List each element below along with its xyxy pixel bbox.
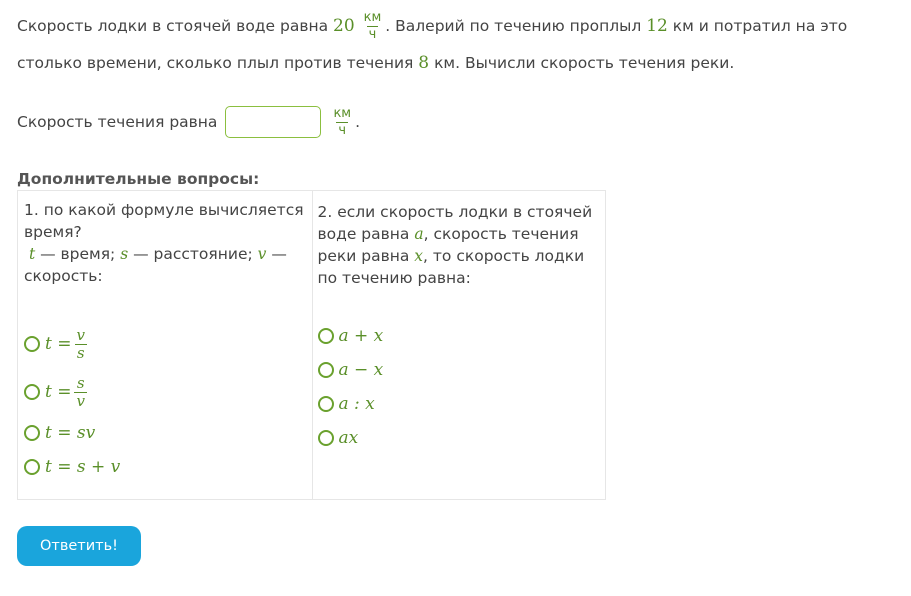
q1-option-1[interactable] (24, 324, 306, 364)
q1-option-2[interactable] (24, 372, 306, 412)
option-formula: a + x (338, 326, 384, 346)
boat-speed-value: 20 (333, 16, 355, 36)
option-formula: a : x (338, 394, 375, 414)
option-formula: ax (338, 428, 359, 448)
problem-text-1: Скорость лодки в стоячей воде равна (17, 17, 329, 35)
question-1-prompt: 1. по какой формуле вычисляется время? (24, 201, 304, 241)
q1-option-3[interactable] (24, 420, 306, 446)
formula-fraction (74, 327, 86, 362)
question-2-part-3: , то скорость лодки по течению равна: (317, 247, 585, 287)
question-1-text (24, 199, 306, 287)
option-formula: t = sv (45, 423, 96, 443)
question-2-part-2: , скорость течения реки равна (317, 225, 579, 265)
unit-numerator: км (363, 10, 382, 25)
radio-button[interactable] (24, 336, 40, 352)
problem-text-3: км и потратил на это столько времени, сколько плыл против течения (17, 17, 848, 72)
additional-questions-table (17, 190, 606, 500)
radio-button[interactable] (24, 384, 40, 400)
answer-line (17, 100, 360, 144)
unit-denominator: ч (368, 27, 377, 42)
option-formula: a − x (338, 360, 384, 380)
fraction-denominator: s (76, 343, 85, 362)
answer-unit-kmh (331, 106, 353, 139)
q2-option-2[interactable] (318, 357, 600, 383)
option-lhs: t = (45, 334, 72, 354)
var-t: t (28, 245, 36, 263)
additional-questions-title: Дополнительные вопросы: (17, 170, 260, 188)
answer-unit-numerator: км (333, 105, 352, 121)
radio-button[interactable] (318, 396, 334, 412)
unit-kmh (362, 10, 384, 43)
var-a: a (414, 225, 424, 243)
q2-option-4[interactable] (318, 425, 600, 451)
question-2 (313, 191, 606, 499)
problem-text-2: . Валерий по течению проплыл (385, 17, 642, 35)
q2-option-1[interactable] (318, 323, 600, 349)
distance-upstream-value: 8 (418, 53, 430, 73)
formula-fraction (74, 375, 86, 410)
answer-label: Скорость течения равна (17, 113, 218, 131)
var-x: x (414, 247, 424, 265)
option-formula: t = s + v (45, 457, 121, 477)
option-lhs: t = (45, 382, 72, 402)
radio-button[interactable] (24, 459, 40, 475)
question-2-text (318, 201, 600, 289)
fraction-numerator: v (76, 325, 85, 344)
legend-end: скорость: (24, 267, 103, 285)
var-t-desc: — время; (35, 245, 121, 263)
answer-unit-denominator: ч (338, 122, 347, 138)
fraction-numerator: s (76, 373, 85, 392)
radio-button[interactable] (318, 362, 334, 378)
radio-button[interactable] (318, 328, 334, 344)
problem-text-4: км. Вычисли скорость течения реки. (434, 54, 735, 72)
radio-button[interactable] (24, 425, 40, 441)
distance-downstream-value: 12 (646, 16, 668, 36)
var-s: s (120, 245, 129, 263)
var-v-desc: — (266, 245, 287, 263)
problem-statement (17, 8, 887, 82)
radio-button[interactable] (318, 430, 334, 446)
q2-option-3[interactable] (318, 391, 600, 417)
q1-option-4[interactable] (24, 454, 306, 480)
question-1 (18, 191, 313, 499)
fraction-denominator: v (76, 391, 85, 410)
var-v: v (257, 245, 267, 263)
current-speed-input[interactable] (225, 106, 321, 138)
submit-button[interactable]: Ответить! (17, 526, 141, 566)
var-s-desc: — расстояние; (128, 245, 258, 263)
question-2-part-1: 2. если скорость лодки в стоячей воде равна (317, 203, 593, 243)
answer-period: . (355, 113, 361, 131)
